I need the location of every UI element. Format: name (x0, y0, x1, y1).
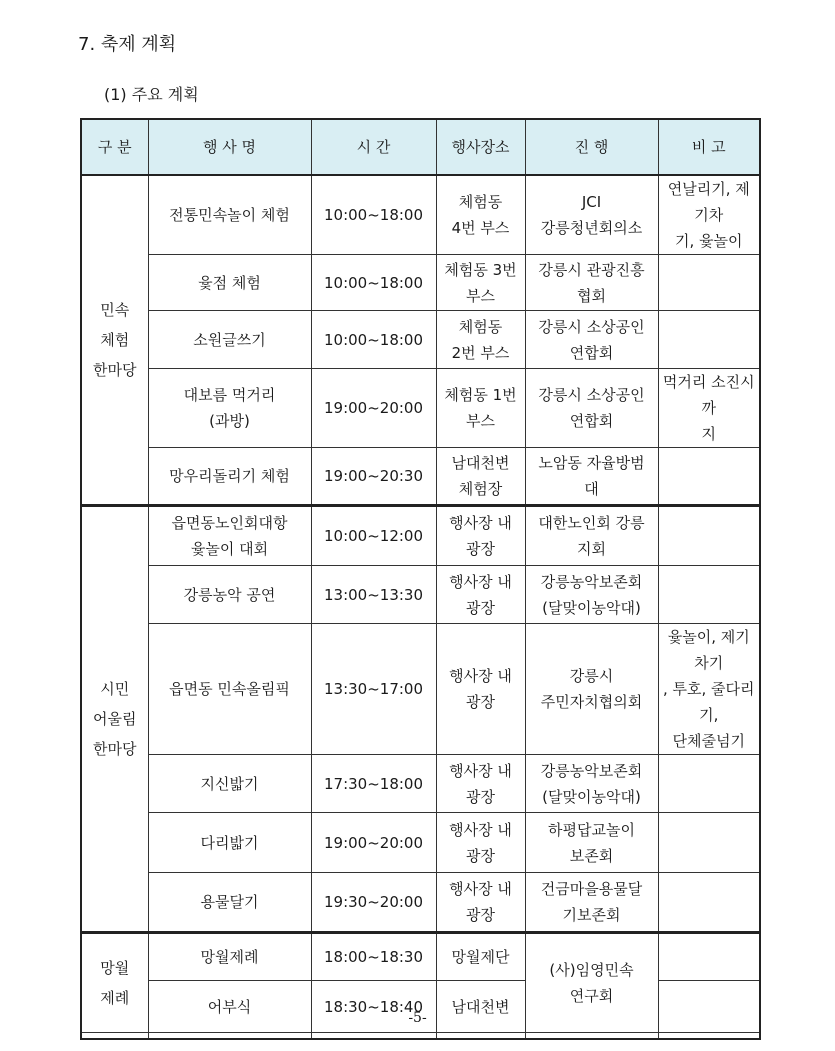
header-venue: 행사장소 (436, 119, 525, 175)
event-name-cell: 지신밟기 (148, 755, 311, 813)
time-cell: 18:30~18:40 (311, 981, 436, 1033)
header-category: 구 분 (81, 119, 148, 175)
table-row (81, 873, 760, 933)
venue-cell: 행사장 내 광장 (436, 506, 525, 566)
organizer-cell: 강릉시 소상공인 연합회 (525, 369, 658, 448)
note-cell: 윷놀이, 제기차기 , 투호, 줄다리기, 단체줄넘기 (658, 624, 760, 755)
table-row (81, 175, 760, 255)
venue-cell: 남대천변 (436, 981, 525, 1033)
time-cell: 18:00~18:30 (311, 933, 436, 981)
header-event-name: 행 사 명 (148, 119, 311, 175)
venue-cell: 남대천변 체험장 (436, 448, 525, 506)
continuation-cell (148, 1033, 311, 1039)
event-name-cell: 강릉농악 공연 (148, 566, 311, 624)
header-organizer: 진 행 (525, 119, 658, 175)
time-cell: 10:00~18:00 (311, 311, 436, 369)
table-row (81, 448, 760, 506)
note-cell (658, 448, 760, 506)
note-cell (658, 506, 760, 566)
venue-cell: 행사장 내 광장 (436, 755, 525, 813)
event-name-cell: 망월제례 (148, 933, 311, 981)
venue-cell: 체험동 1번 부스 (436, 369, 525, 448)
venue-cell: 체험동 3번 부스 (436, 255, 525, 311)
continuation-cell (311, 1033, 436, 1039)
time-cell: 10:00~12:00 (311, 506, 436, 566)
time-cell: 19:00~20:00 (311, 369, 436, 448)
time-cell: 19:00~20:00 (311, 813, 436, 873)
category-cell: 망월 제례 (81, 933, 148, 1033)
time-cell: 10:00~18:00 (311, 175, 436, 255)
note-cell (658, 755, 760, 813)
note-cell: 연날리기, 제기차 기, 윷놀이 (658, 175, 760, 255)
time-cell: 19:30~20:00 (311, 873, 436, 933)
event-name-cell: 읍면동 민속올림픽 (148, 624, 311, 755)
venue-cell: 망월제단 (436, 933, 525, 981)
continuation-cell (658, 1033, 760, 1039)
continuation-cell (436, 1033, 525, 1039)
page-number: -5- (408, 1010, 427, 1026)
venue-cell: 체험동 2번 부스 (436, 311, 525, 369)
event-name-cell: 읍면동노인회대항 윷놀이 대회 (148, 506, 311, 566)
plan-table (80, 118, 761, 1040)
event-name-cell: 전통민속놀이 체험 (148, 175, 311, 255)
venue-cell: 행사장 내 광장 (436, 624, 525, 755)
event-name-cell: 대보름 먹거리 (과방) (148, 369, 311, 448)
organizer-cell: 강릉시 주민자치협의회 (525, 624, 658, 755)
table-row (81, 255, 760, 311)
organizer-cell: 강릉시 소상공인 연합회 (525, 311, 658, 369)
venue-cell: 행사장 내 광장 (436, 813, 525, 873)
table-row (81, 311, 760, 369)
table-row (81, 755, 760, 813)
note-cell (658, 933, 760, 981)
table-row (81, 506, 760, 566)
table-row (81, 813, 760, 873)
category-cell: 시민 어울림 한마당 (81, 506, 148, 933)
event-name-cell: 소원글쓰기 (148, 311, 311, 369)
organizer-cell: 강릉시 관광진흥 협회 (525, 255, 658, 311)
table-body (81, 175, 760, 1039)
table-continuation-row (81, 1033, 760, 1039)
table-row (81, 933, 760, 981)
note-cell: 먹거리 소진시까 지 (658, 369, 760, 448)
header-note: 비 고 (658, 119, 760, 175)
venue-cell: 행사장 내 광장 (436, 873, 525, 933)
time-cell: 13:30~17:00 (311, 624, 436, 755)
organizer-cell: 강릉농악보존회 (달맞이농악대) (525, 566, 658, 624)
category-cell: 민속 체험 한마당 (81, 175, 148, 506)
continuation-cell (525, 1033, 658, 1039)
organizer-cell: 노암동 자율방범 대 (525, 448, 658, 506)
section-title: 7. 축제 계획 (78, 34, 177, 55)
venue-cell: 체험동 4번 부스 (436, 175, 525, 255)
table-row (81, 566, 760, 624)
organizer-cell: JCI 강릉청년회의소 (525, 175, 658, 255)
venue-cell: 행사장 내 광장 (436, 566, 525, 624)
note-cell (658, 873, 760, 933)
note-cell (658, 813, 760, 873)
event-name-cell: 다리밟기 (148, 813, 311, 873)
organizer-cell: 건금마을용물달 기보존회 (525, 873, 658, 933)
table-row (81, 369, 760, 448)
note-cell (658, 311, 760, 369)
subsection-title: (1) 주요 계획 (104, 85, 199, 104)
event-name-cell: 어부식 (148, 981, 311, 1033)
continuation-cell (81, 1033, 148, 1039)
time-cell: 10:00~18:00 (311, 255, 436, 311)
time-cell: 13:00~13:30 (311, 566, 436, 624)
organizer-cell: 대한노인회 강릉 지회 (525, 506, 658, 566)
time-cell: 19:00~20:30 (311, 448, 436, 506)
note-cell (658, 566, 760, 624)
time-cell: 17:30~18:00 (311, 755, 436, 813)
header-row (81, 119, 760, 175)
organizer-cell: 강릉농악보존회 (달맞이농악대) (525, 755, 658, 813)
table-row (81, 624, 760, 755)
event-name-cell: 윷점 체험 (148, 255, 311, 311)
header-time: 시 간 (311, 119, 436, 175)
event-name-cell: 망우리돌리기 체험 (148, 448, 311, 506)
organizer-cell: (사)임영민속 연구회 (525, 933, 658, 1033)
event-name-cell: 용물달기 (148, 873, 311, 933)
organizer-cell: 하평답교놀이 보존회 (525, 813, 658, 873)
note-cell (658, 255, 760, 311)
